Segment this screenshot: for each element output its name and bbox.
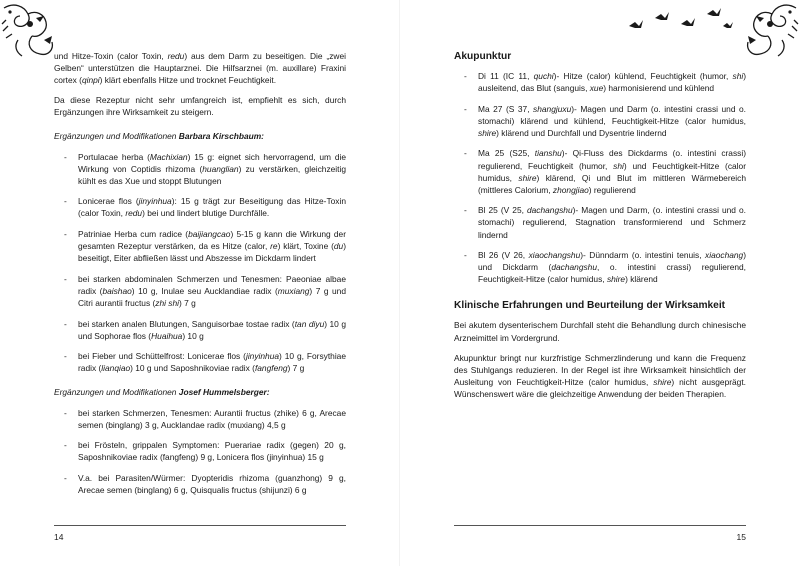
list-item: - bei starken abdominalen Schmerzen und Tenesmen: Paeoniae albae radix (baishao) 10 g, Inulae seu Aucklandiae radix (muxiang) 7 g und Citri aurantii fructus (zhi shi) 7 g — [54, 273, 346, 309]
list-item: - Portulacae herba (Machixian) 15 g: eignet sich hervorragend, um die Wirkung von Coptidis rhizoma (huanglian) zu verstärken, gleichzeitig kühlt es das Xue und stoppt Blutungen — [54, 151, 346, 187]
body-paragraph: Akupunktur bringt nur kurzfristige Schmerzlinderung und kann die Frequenz des Stuhlgangs reduzieren. In der Regel ist ihre Wirksamkeit hinsichtlich der Ausleitung von Feuchtigkeit-Hitze (calor humidus, shire) nicht ausgeprägt. Wünschenswert wäre die gleichzeitige Anwendung der beiden Therapien. — [454, 352, 746, 399]
right-page — [400, 0, 800, 566]
dragon-icon — [0, 0, 60, 62]
list-item: - bei Fieber und Schüttelfrost: Lonicerae flos (jinyinhua) 10 g, Forsythiae radix (lianqiao) 10 g und Saposhnikoviae radix (fangfeng) 7 g — [54, 350, 346, 374]
intro-paragraph: Da diese Rezeptur nicht sehr umfangreich ist, empfiehlt es sich, durch Ergänzungen ihre Wirksamkeit zu steigern. — [54, 95, 346, 118]
modification-list-hummelsberger — [54, 407, 346, 497]
left-content — [54, 50, 346, 505]
body-paragraph: Bei akutem dysenterischem Durchfall steht die Behandlung durch chinesische Arzneimittel im Vordergrund. — [454, 320, 746, 343]
birds-icon — [625, 6, 735, 34]
list-item: - Ma 25 (S25, tianshu)- Qi-Fluss des Dickdarms (o. intestini crassi) regulierend, Feuchtigkeit (humor, shi) und Feuchtigkeit-Hitze (calor humidus, shire) klärend, Qi und Blut im mittleren Wärmebereich (mittleres Calorium, zhongjiao) regulierend — [454, 147, 746, 195]
modification-list-kirschbaum — [54, 151, 346, 375]
subheading-hummelsberger: Ergänzungen und Modifikationen Josef Hummelsberger: — [54, 387, 270, 398]
heading-akupunktur: Akupunktur — [454, 51, 512, 62]
list-item: - Ma 27 (S 37, shangjuxu)- Magen und Darm (o. intestini crassi und o. stomachi) klärend und kühlend, Feuchtigkeit-Hitze (calor humidus, shire) klärend und Durchfall und Dysentrie lindernd — [454, 103, 746, 139]
footer-divider — [54, 525, 346, 526]
list-item: - Patriniae Herba cum radice (baijiangcao) 5-15 g kann die Wirkung der gesamten Rezeptur verstärken, da es Hitze (calor, re) klärt, Toxine (du) beseitigt, Eiter abfließen lässt und Abszesse im Dickdarm lindert — [54, 228, 346, 264]
list-item: - V.a. bei Parasiten/Würmer: Dyopteridis rhizoma (guanzhong) 9 g, Arecae semen (binglang) 6 g, Quisqualis fructus (shijunzi) 6 g — [54, 472, 346, 496]
intro-paragraph: und Hitze-Toxin (calor Toxin, redu) aus dem Darm zu beseitigen. Die „zwei Gelben“ unterstützen die Hauptarznei. Die Hilfsarznei (m. auxillare) Fraxini cortex (qinpi) klärt ebenfalls Hitze und trocknet Feuchtigkeit. — [54, 51, 346, 86]
page-number: 14 — [54, 532, 64, 542]
list-item: - bei starken Schmerzen, Tenesmen: Aurantii fructus (zhike) 6 g, Arecae semen (binglang) 3 g, Aucklandae radix (muxiang) 4,5 g — [54, 407, 346, 431]
list-item: - Bl 26 (V 26, xiaochangshu)- Dünndarm (o. intestini tenuis, xiaochang) und Dickdarm (dachangshu, o. intestini crassi) regulierend, Feuchtigkeit-Hitze (calor humidus, shire) klärend — [454, 249, 746, 285]
footer-divider — [454, 525, 746, 526]
subheading-kirschbaum: Ergänzungen und Modifikationen Barbara Kirschbaum: — [54, 131, 264, 142]
list-item: - Lonicerae flos (jinyinhua): 15 g trägt zur Beseitigung das Hitze-Toxin (calor Toxin, redu) bei und lindert blutige Durchfälle. — [54, 195, 346, 219]
heading-clinical-experience: Klinische Erfahrungen und Beurteilung der Wirksamkeit — [454, 300, 726, 312]
list-item: - bei Frösteln, grippalen Symptomen: Puerariae radix (gegen) 20 g, Saposhnikoviae radix (fangfeng) 9 g, Lonicera flos (jinyinhua) 15 g — [54, 439, 346, 463]
page-number: 15 — [736, 532, 746, 542]
list-item: - bei starken analen Blutungen, Sanguisorbae tostae radix (tan diyu) 10 g und Sophorae flos (Huaihua) 10 g — [54, 318, 346, 342]
right-content — [454, 50, 746, 408]
list-item: - Di 11 (IC 11, quchi)- Hitze (calor) kühlend, Feuchtigkeit (humor, shi) ausleitend, das Blut (sanguis, xue) harmonisierend und kühlend — [454, 70, 746, 94]
list-item: - Bl 25 (V 25, dachangshu)- Magen und Darm, (o. intestini crassi und o. stomachi) regulierend, Stagnation transformierend und Schmerz lindernd — [454, 204, 746, 240]
dragon-icon — [740, 0, 800, 62]
acupuncture-list — [454, 70, 746, 285]
